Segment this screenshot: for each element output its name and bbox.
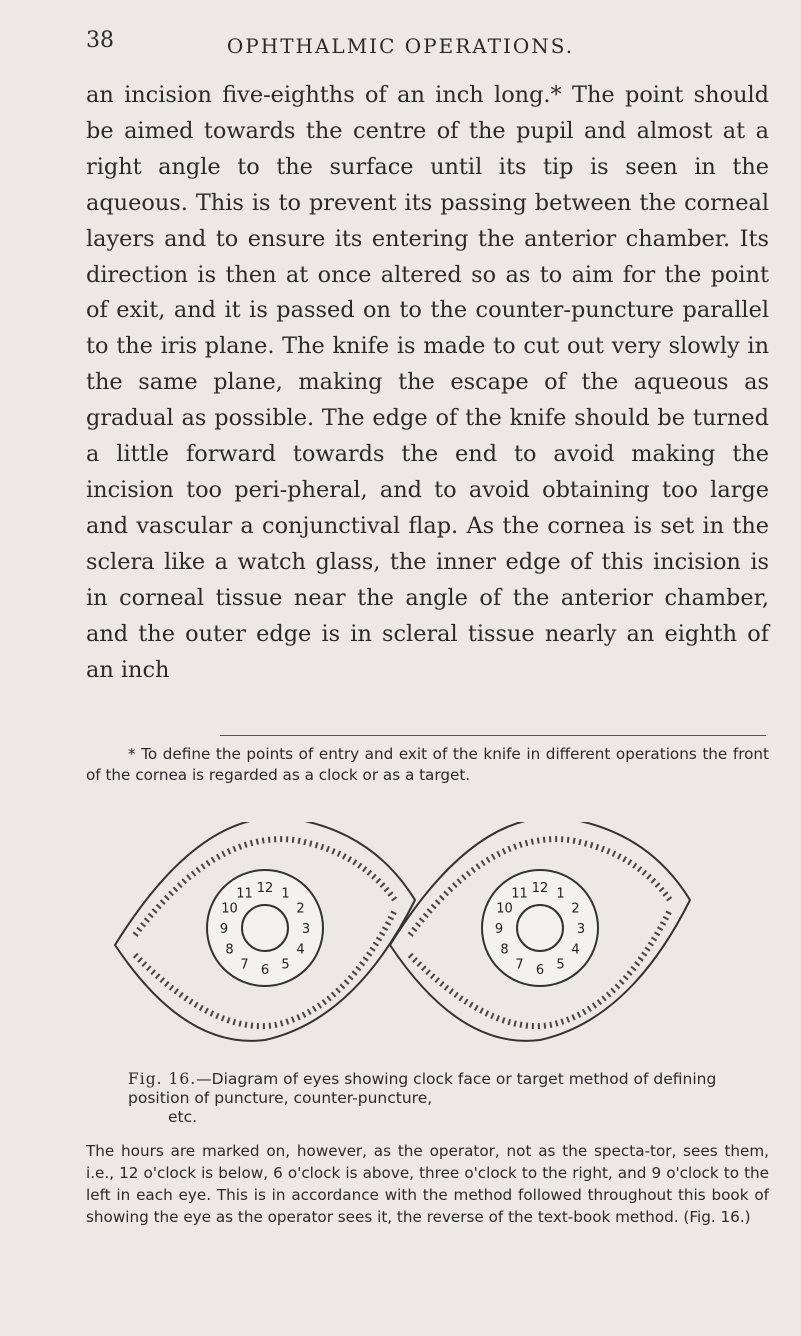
figure-label: Fig. 16.	[128, 1070, 197, 1088]
clock-number-10: 10	[496, 901, 513, 917]
clock-number-5: 5	[556, 957, 565, 973]
figure-caption-text: —Diagram of eyes showing clock face or target method of defining position of puncture, counter-puncture,	[128, 1070, 717, 1107]
clock-number-3: 3	[576, 922, 586, 937]
clock-number-12: 12	[256, 881, 274, 896]
figure-caption-continued: etc.	[168, 1108, 198, 1126]
clock-number-9: 9	[494, 922, 504, 937]
clock-number-3: 3	[301, 922, 311, 937]
clock-number-9: 9	[219, 922, 229, 937]
clock-number-7: 7	[515, 957, 524, 973]
clock-number-6: 6	[535, 963, 545, 978]
clock-number-12: 12	[531, 881, 549, 896]
right-eye	[390, 822, 690, 1041]
clock-number-6: 6	[260, 963, 270, 978]
clock-number-8: 8	[225, 942, 234, 958]
clock-number-4: 4	[296, 942, 305, 958]
clock-number-10: 10	[221, 901, 238, 917]
clock-number-8: 8	[500, 942, 509, 958]
clock-number-5: 5	[281, 957, 290, 973]
footnote: * To define the points of entry and exit of the knife in different operations the front of the cornea is regarded as a clock or as a target.	[86, 745, 769, 784]
figure-caption	[128, 1070, 748, 1127]
page-number: 38	[86, 28, 114, 53]
clock-number-11: 11	[236, 886, 253, 902]
clock-number-1: 1	[556, 886, 565, 902]
clock-number-11: 11	[511, 886, 528, 902]
body-paragraph: an incision five-eighths of an inch long.* The point should be aimed towards the centre of the pupil and almost at a right angle to the surface until its tip is seen in the aqueous. This is to prevent its passing between the corneal layers and to ensure its entering the anterior chamber. Its direction is then at once altered so as to aim for the point of exit, and it is passed on to the counter-puncture parallel to the iris plane. The knife is made to cut out very slowly in the same plane, making the escape of the aqueous as gradual as possible. The edge of the knife should be turned a little forward towards the end to avoid making the incision too peri-pheral, and to avoid obtaining too large and vascular a conjunctival flap. As the cornea is set in the sclera like a watch glass, the inner edge of this incision is in corneal tissue near the angle of the anterior chamber, and the outer edge is in scleral tissue nearly an eighth of an inch	[86, 82, 769, 683]
clock-number-7: 7	[240, 957, 249, 973]
clock-number-2: 2	[571, 901, 580, 917]
clock-number-2: 2	[296, 901, 305, 917]
left-eye	[115, 822, 415, 1041]
clock-number-1: 1	[281, 886, 290, 902]
running-title: OPHTHALMIC OPERATIONS.	[226, 34, 575, 58]
footnote-rule	[220, 735, 766, 736]
explanatory-note: The hours are marked on, however, as the operator, not as the specta-tor, sees them, i.e., 12 o'clock is below, 6 o'clock is above, three o'clock to the right, and 9 o'clock to the left in each eye. This is in accordance with the method followed throughout this book of showing the eye as the operator sees it, the reverse of the text-book method. (Fig. 16.)	[86, 1142, 769, 1226]
clock-number-4: 4	[571, 942, 580, 958]
eye-clock-diagram	[110, 822, 700, 1060]
